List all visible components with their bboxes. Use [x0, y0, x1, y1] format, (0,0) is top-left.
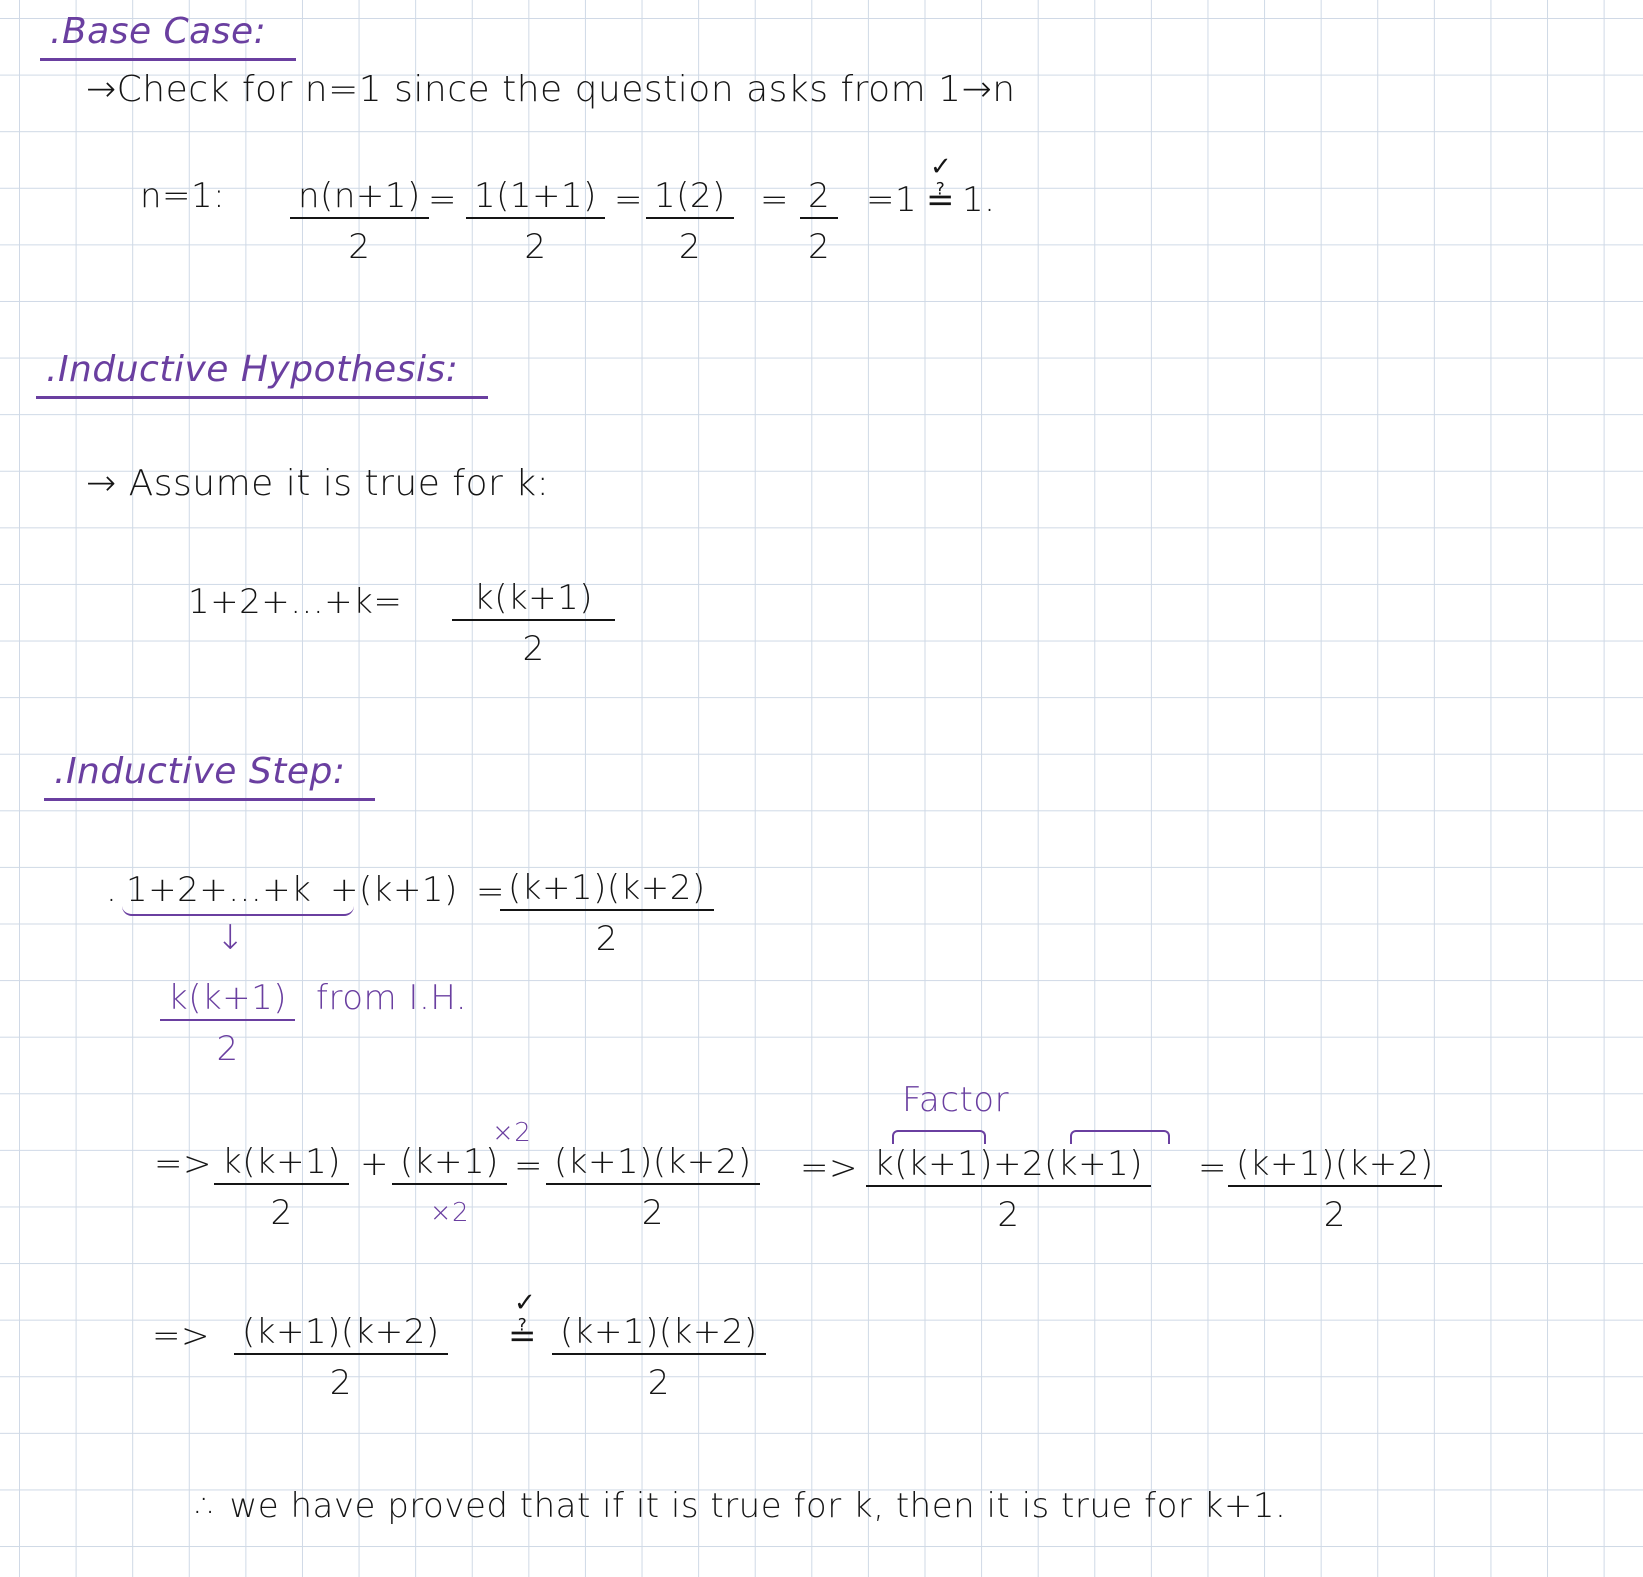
- step3-left-numerator: (k+1)(k+2): [234, 1314, 448, 1355]
- conclusion-text: ∴ we have proved that if it is true for k, then it is true for k+1.: [196, 1486, 1287, 1526]
- base-fraction-3-numerator: 1(2): [646, 178, 734, 219]
- substitution-denominator: 2: [216, 1029, 239, 1070]
- step3-right-denominator: 2: [647, 1363, 670, 1404]
- step2-denominator: 2: [997, 1195, 1020, 1236]
- base-fraction-4-numerator: 2: [800, 178, 838, 219]
- base-equals-1: =: [428, 180, 457, 220]
- step1-b-multiplier-bottom: ×2: [429, 1198, 470, 1229]
- base-fraction-1: [290, 178, 429, 267]
- step1-b-multiplier-top: ×2: [492, 1118, 532, 1148]
- step1-fraction-b: [392, 1144, 507, 1228]
- step2-equals: =: [1198, 1148, 1227, 1188]
- step1-c-denominator: 2: [641, 1193, 664, 1234]
- base-fraction-3-denominator: 2: [678, 227, 701, 268]
- step3-left-fraction: [234, 1314, 448, 1403]
- ih-lhs: 1+2+...+k=: [188, 582, 403, 622]
- ih-fraction: [452, 580, 615, 669]
- ih-fraction-denominator: 2: [522, 629, 545, 670]
- step2-numerator: k(k+1)+2(k+1): [866, 1146, 1151, 1187]
- substitution-fraction: [160, 980, 295, 1069]
- factor-brace-left: [892, 1130, 986, 1144]
- step-rhs-fraction: [500, 870, 714, 959]
- step1-a-numerator: k(k+1): [214, 1144, 349, 1185]
- base-equals-3: =: [760, 180, 789, 220]
- from-ih-note: from I.H.: [316, 978, 468, 1018]
- base-case-heading: .Base Case:: [40, 12, 296, 61]
- step1-c-numerator: (k+1)(k+2): [546, 1144, 760, 1185]
- step1-fraction-a: [214, 1144, 349, 1233]
- substitution-numerator: k(k+1): [160, 980, 295, 1021]
- step3-implies: =>: [152, 1316, 210, 1356]
- inductive-step-heading: .Inductive Step:: [44, 752, 375, 801]
- ih-fraction-numerator: k(k+1): [452, 580, 615, 621]
- step1-plus: +: [360, 1144, 389, 1184]
- step3-check-mark: ✓: [514, 1288, 537, 1318]
- step-rhs-denominator: 2: [595, 919, 618, 960]
- base-result: =1: [866, 180, 918, 220]
- step3-left-denominator: 2: [329, 1363, 352, 1404]
- step-lhs-sum: 1+2+...+k: [126, 870, 312, 910]
- factor-label: Factor: [902, 1080, 1010, 1120]
- base-fraction-1-denominator: 2: [348, 227, 371, 268]
- step-dot: .: [106, 870, 118, 910]
- step1-implies: =>: [154, 1144, 212, 1184]
- base-fraction-2-numerator: 1(1+1): [466, 178, 605, 219]
- base-check-equals: ≟: [926, 180, 955, 220]
- base-case-description: →Check for n=1 since the question asks from 1→n: [86, 69, 1016, 110]
- substitution-arrow: ↓: [216, 918, 245, 958]
- step-lhs-new-term: +(k+1): [330, 870, 458, 910]
- base-equals-2: =: [614, 180, 643, 220]
- step2-rhs-fraction: [1228, 1146, 1442, 1235]
- base-end-value: 1.: [962, 180, 996, 220]
- inductive-hypothesis-description: → Assume it is true for k:: [86, 463, 550, 504]
- step2-rhs-numerator: (k+1)(k+2): [1228, 1146, 1442, 1187]
- step1-equals: =: [514, 1146, 543, 1186]
- step3-check-equals: ≟: [508, 1316, 537, 1356]
- step-rhs-numerator: (k+1)(k+2): [500, 870, 714, 911]
- step2-rhs-denominator: 2: [1323, 1195, 1346, 1236]
- base-fraction-4-denominator: 2: [808, 227, 831, 268]
- base-case-label: n=1:: [140, 176, 226, 216]
- inductive-hypothesis-heading: .Inductive Hypothesis:: [36, 350, 488, 399]
- step3-right-fraction: [552, 1314, 766, 1403]
- step3-right-numerator: (k+1)(k+2): [552, 1314, 766, 1355]
- base-fraction-1-numerator: n(n+1): [290, 178, 429, 219]
- base-fraction-4: [800, 178, 838, 267]
- step2-fraction: [866, 1146, 1151, 1235]
- step-lhs-underbrace: [122, 904, 354, 916]
- base-check-mark: ✓: [930, 152, 953, 182]
- step1-fraction-c: [546, 1144, 760, 1233]
- step1-a-denominator: 2: [270, 1193, 293, 1234]
- base-fraction-3: [646, 178, 734, 267]
- step2-implies: =>: [800, 1148, 858, 1188]
- base-fraction-2: [466, 178, 605, 267]
- step1-b-numerator: (k+1): [392, 1144, 507, 1185]
- factor-brace-right: [1070, 1130, 1170, 1144]
- step-equals: =: [476, 872, 505, 912]
- base-fraction-2-denominator: 2: [524, 227, 547, 268]
